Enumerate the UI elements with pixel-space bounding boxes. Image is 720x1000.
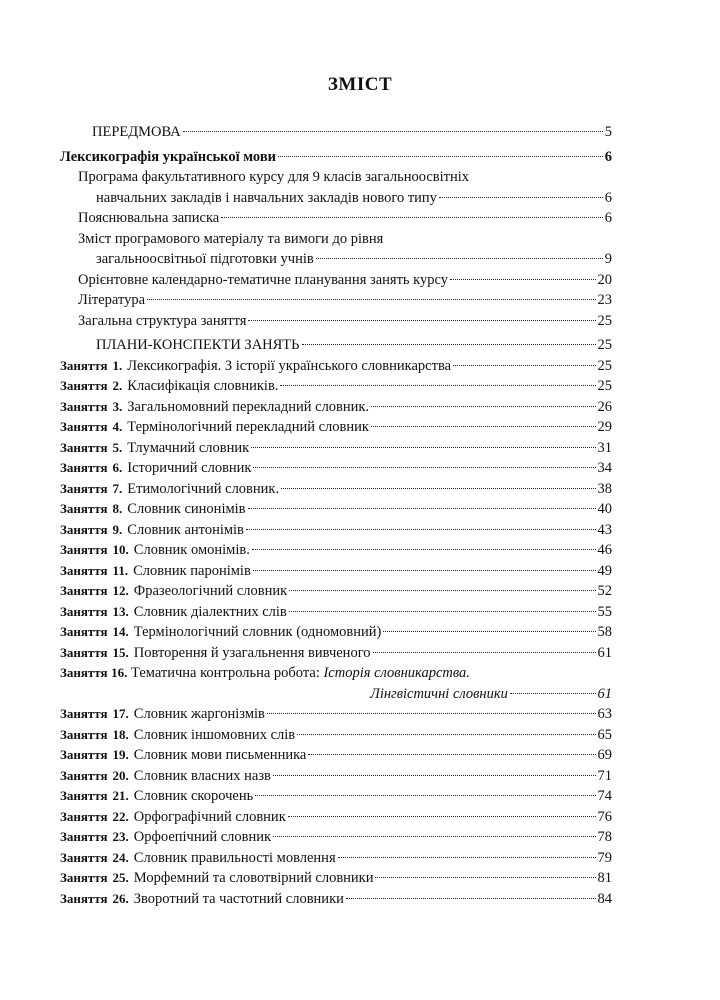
toc-page-number: 31 xyxy=(597,439,612,456)
dot-leader xyxy=(246,528,596,530)
toc-entry-lesson[interactable] xyxy=(60,397,612,418)
lesson-label: Заняття xyxy=(60,419,108,434)
toc-entry-content-line1 xyxy=(60,229,612,250)
toc-entry-lesson[interactable] xyxy=(60,356,612,377)
dot-leader xyxy=(273,774,596,776)
toc-page-number: 69 xyxy=(597,747,612,763)
lesson-label: Заняття xyxy=(60,788,108,803)
toc-entry-label: Словник правильності мовлення xyxy=(133,849,336,866)
lesson-number: 2. xyxy=(112,378,123,393)
lesson-label: Заняття xyxy=(60,726,108,742)
dot-leader xyxy=(253,466,595,468)
toc-entry-lesson[interactable] xyxy=(60,479,612,500)
lesson-number: 3. xyxy=(112,398,123,414)
toc-page-number: 65 xyxy=(597,726,612,743)
toc-page-number: 6 xyxy=(604,210,612,226)
toc-entry-literature[interactable] xyxy=(60,290,612,311)
toc-entry-lesson[interactable] xyxy=(60,376,612,397)
lesson-number: 16. xyxy=(111,665,128,680)
lesson-number: 6. xyxy=(112,460,123,475)
lesson-label: Заняття xyxy=(60,398,108,414)
dot-leader xyxy=(371,405,595,407)
toc-entry-label: Етимологічний словник. xyxy=(127,480,280,497)
toc-entry-lesson[interactable] xyxy=(60,581,612,602)
toc-page-number: 74 xyxy=(597,788,612,804)
toc-entry-label: Словник іншомовних слів xyxy=(133,726,296,743)
dot-leader xyxy=(338,856,596,858)
toc-entry-label: Лексикографія української мови xyxy=(60,148,276,165)
dot-leader xyxy=(147,298,595,300)
dot-leader xyxy=(288,815,596,817)
toc-entry-lesson[interactable] xyxy=(60,602,612,623)
toc-page-number: 81 xyxy=(597,870,612,886)
dot-leader xyxy=(278,155,603,157)
toc-entry-lesson[interactable] xyxy=(60,622,612,643)
lesson-label: Заняття xyxy=(60,583,108,598)
lesson-number: 25. xyxy=(112,870,129,885)
dot-leader xyxy=(373,651,596,653)
dot-leader xyxy=(297,733,595,735)
toc-entry-lesson[interactable] xyxy=(60,499,612,520)
dot-leader xyxy=(253,569,596,571)
lesson-number: 10. xyxy=(112,542,129,557)
dot-leader xyxy=(302,343,596,345)
toc-entry-label: Словник омонімів. xyxy=(133,542,250,558)
dot-leader xyxy=(289,610,596,612)
lesson-label: Заняття xyxy=(60,562,108,578)
dot-leader xyxy=(255,794,595,796)
lesson-number: 9. xyxy=(112,521,123,537)
lesson-number: 8. xyxy=(112,501,123,516)
toc-entry-label: Термінологічний словник (одномовний) xyxy=(133,624,382,640)
toc-entry-lesson[interactable] xyxy=(60,417,612,438)
toc-page-number: 43 xyxy=(597,521,612,538)
toc-entry-label: Орієнтовне календарно-тематичне планування занять курсу xyxy=(78,271,448,288)
toc-entry-content[interactable] xyxy=(60,249,612,270)
toc-page-number: 63 xyxy=(597,706,612,722)
lesson-number: 19. xyxy=(112,747,129,762)
toc-entry-label: Морфемний та словотвірний словники xyxy=(133,870,374,886)
lesson-label: Заняття xyxy=(60,501,108,516)
toc-entry-structure[interactable] xyxy=(60,311,612,332)
toc-entry-lesson[interactable] xyxy=(60,745,612,766)
toc-entry-label: ПЕРЕДМОВА xyxy=(92,124,181,140)
toc-entry-lesson[interactable] xyxy=(60,786,612,807)
toc-entry-lesson[interactable] xyxy=(60,561,612,582)
toc-entry-lesson[interactable] xyxy=(60,827,612,848)
toc-page-number: 23 xyxy=(597,292,612,308)
lesson-label: Заняття xyxy=(60,378,108,393)
toc-entry-label: Орфографічний словник xyxy=(133,808,286,825)
lesson-number: 23. xyxy=(112,829,129,844)
lesson-number: 21. xyxy=(112,788,129,803)
toc-page-number: 76 xyxy=(597,808,612,825)
lesson-label: Заняття xyxy=(60,808,108,824)
toc-entry-lesson[interactable] xyxy=(60,766,612,787)
lesson-label: Заняття xyxy=(60,439,108,455)
toc-entry-label: Програма факультативного курсу для 9 класів загальноосвітніх xyxy=(78,169,470,185)
toc-page-number: 25 xyxy=(597,357,612,374)
toc-entry-label: Термінологічний перекладний словник xyxy=(127,419,369,435)
dot-leader xyxy=(252,548,596,550)
toc-page-number: 84 xyxy=(597,890,612,907)
toc-entry-label: Словник діалектних слів xyxy=(133,603,287,620)
lesson-label: Заняття xyxy=(60,829,108,844)
toc-entry-lesson[interactable] xyxy=(60,438,612,459)
toc-page-number: 25 xyxy=(597,378,612,394)
toc-entry-label: Словник мови письменника xyxy=(133,747,307,763)
lesson-number: 11. xyxy=(112,562,129,578)
lesson-number: 15. xyxy=(112,644,129,660)
toc-page-number: 29 xyxy=(597,419,612,435)
toc-entry-label: Словник власних назв xyxy=(133,767,271,784)
dot-leader xyxy=(371,425,596,427)
lesson-list xyxy=(60,704,612,909)
toc-entry-label: Словник антонімів xyxy=(127,521,244,538)
lesson-number: 24. xyxy=(112,849,129,865)
dot-leader xyxy=(383,630,595,632)
toc-page-number: 71 xyxy=(597,767,612,784)
dot-leader xyxy=(439,196,603,198)
toc-entry-italic: Лінгвістичні словники xyxy=(370,685,508,702)
toc-entry-lesson[interactable] xyxy=(60,704,612,725)
lesson-label: Заняття xyxy=(60,767,108,783)
lesson-number: 7. xyxy=(112,480,123,496)
toc-page-number: 61 xyxy=(597,685,612,702)
lesson-number: 18. xyxy=(112,726,129,742)
toc-entry-label: Загальномовний перекладний словник. xyxy=(127,398,370,415)
toc-entry-label: Пояснювальна записка xyxy=(78,210,220,226)
toc-entry-program-line1 xyxy=(60,167,612,188)
toc-entry-lesson[interactable] xyxy=(60,458,612,479)
toc-page-number: 40 xyxy=(597,501,612,517)
toc-entry-lesson[interactable] xyxy=(60,540,612,561)
toc-entry-label: Загальна структура заняття xyxy=(78,312,247,329)
toc-page-number: 49 xyxy=(597,562,612,579)
lesson-label: Заняття xyxy=(60,542,108,557)
dot-leader xyxy=(267,712,596,714)
toc-entry-label: Класифікація словників. xyxy=(127,378,279,394)
toc-entry-lesson[interactable] xyxy=(60,889,612,910)
toc-page-number: 55 xyxy=(597,603,612,620)
toc-section-lesson-plans[interactable] xyxy=(60,335,612,356)
toc-entry-foreword[interactable] xyxy=(60,122,612,143)
toc-page-number: 25 xyxy=(597,337,612,353)
table-of-contents xyxy=(60,122,612,909)
toc-page-number: 61 xyxy=(597,644,612,661)
toc-entry-label: Тематична контрольна робота: xyxy=(131,665,320,681)
lesson-label: Заняття xyxy=(60,747,108,762)
toc-entry-label: навчальних закладів і навчальних закладів нового типу xyxy=(96,189,437,206)
toc-entry-label: Література xyxy=(78,292,146,308)
lesson-label: Заняття xyxy=(60,480,108,496)
lesson-number: 26. xyxy=(112,890,129,906)
lesson-label: Заняття xyxy=(60,357,108,373)
lesson-number: 20. xyxy=(112,767,129,783)
dot-leader xyxy=(316,257,603,259)
toc-entry-label: Словник скорочень xyxy=(133,788,254,804)
toc-entry-label: Словник паронімів xyxy=(133,562,251,579)
lesson-label: Заняття xyxy=(60,521,108,537)
dot-leader xyxy=(248,319,595,321)
toc-entry-lesson[interactable] xyxy=(60,807,612,828)
lesson-label: Заняття xyxy=(60,665,108,680)
dot-leader xyxy=(375,876,595,878)
toc-entry-label: Орфоепічний словник xyxy=(133,829,272,845)
dot-leader xyxy=(251,446,595,448)
toc-page-number: 38 xyxy=(597,480,612,497)
lesson-label: Заняття xyxy=(60,890,108,906)
toc-entry-planning[interactable] xyxy=(60,270,612,291)
lesson-number: 5. xyxy=(112,439,123,455)
toc-entry-label: Фразеологічний словник xyxy=(133,583,288,599)
toc-entry-label: Зворотний та частотний словники xyxy=(133,890,344,907)
lesson-number: 22. xyxy=(112,808,129,824)
toc-entry-program[interactable] xyxy=(60,188,612,209)
toc-page-number: 20 xyxy=(597,271,612,288)
toc-entry-italic: Історія словникарства. xyxy=(323,665,470,681)
dot-leader xyxy=(450,278,596,280)
toc-entry-label: Історичний словник xyxy=(127,460,252,476)
dot-leader xyxy=(346,897,596,899)
toc-page-number: 25 xyxy=(597,312,612,329)
dot-leader xyxy=(510,692,596,694)
lesson-label: Заняття xyxy=(60,849,108,865)
toc-entry-lesson[interactable] xyxy=(60,725,612,746)
dot-leader xyxy=(183,130,603,132)
dot-leader xyxy=(221,216,603,218)
page-title: ЗМІСТ xyxy=(327,74,393,95)
dot-leader xyxy=(248,507,596,509)
toc-entry-label: Повторення й узагальнення вивченого xyxy=(133,644,371,661)
toc-page-number: 34 xyxy=(597,460,612,476)
toc-page-number: 52 xyxy=(597,583,612,599)
toc-entry-label: Зміст програмового матеріалу та вимоги до рівня xyxy=(78,230,384,247)
dot-leader xyxy=(280,384,595,386)
lesson-label: Заняття xyxy=(60,706,108,721)
toc-entry-label: Словник синонімів xyxy=(127,501,246,517)
lesson-label: Заняття xyxy=(60,624,108,639)
toc-entry-lesson-16[interactable] xyxy=(60,684,612,705)
dot-leader xyxy=(281,487,595,489)
toc-entry-lesson[interactable] xyxy=(60,848,612,869)
lesson-list xyxy=(60,356,612,664)
toc-section-lexicography[interactable] xyxy=(60,147,612,168)
toc-page-number: 46 xyxy=(597,542,612,558)
toc-entry-explanatory-note[interactable] xyxy=(60,208,612,229)
toc-page-number: 79 xyxy=(597,849,612,866)
toc-entry-label: ПЛАНИ-КОНСПЕКТИ ЗАНЯТЬ xyxy=(96,337,300,353)
toc-entry-label: Тлумачний словник xyxy=(127,439,250,456)
toc-page-number: 58 xyxy=(597,624,612,640)
lesson-number: 17. xyxy=(112,706,129,721)
toc-page-number: 5 xyxy=(604,124,612,140)
lesson-number: 4. xyxy=(112,419,123,434)
toc-entry-lesson-16-line1[interactable] xyxy=(60,663,612,684)
dot-leader xyxy=(273,835,595,837)
toc-entry-lesson[interactable] xyxy=(60,868,612,889)
lesson-label: Заняття xyxy=(60,460,108,475)
lesson-number: 1. xyxy=(112,357,123,373)
toc-entry-lesson[interactable] xyxy=(60,643,612,664)
toc-page-number: 26 xyxy=(597,398,612,415)
lesson-label: Заняття xyxy=(60,870,108,885)
lesson-number: 14. xyxy=(112,624,129,639)
toc-page-number: 6 xyxy=(604,189,612,206)
toc-entry-label: загальноосвітньої підготовки учнів xyxy=(96,251,314,267)
dot-leader xyxy=(289,589,595,591)
toc-page-number: 6 xyxy=(604,148,612,165)
toc-page-number: 9 xyxy=(604,251,612,267)
toc-entry-label: Лексикографія. З історії українського словникарства xyxy=(127,357,452,374)
dot-leader xyxy=(453,364,595,366)
lesson-number: 12. xyxy=(112,583,129,598)
lesson-label: Заняття xyxy=(60,644,108,660)
lesson-label: Заняття xyxy=(60,603,108,619)
dot-leader xyxy=(308,753,595,755)
toc-entry-lesson[interactable] xyxy=(60,520,612,541)
toc-page-number: 78 xyxy=(597,829,612,845)
lesson-number: 13. xyxy=(112,603,129,619)
toc-entry-label: Словник жаргонізмів xyxy=(133,706,265,722)
